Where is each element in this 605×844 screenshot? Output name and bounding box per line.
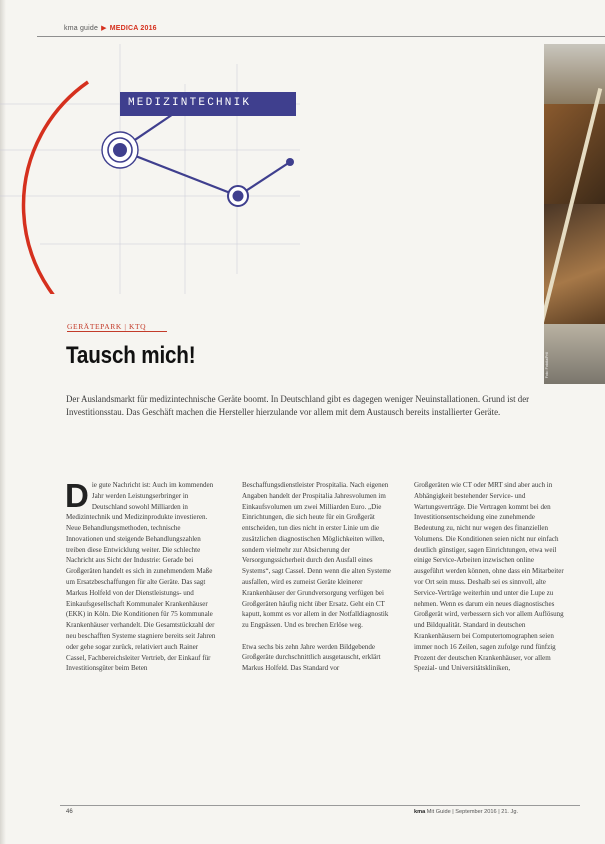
body-paragraph: ie gute Nachricht ist: Auch im kommenden Jahr werden Leistungserbringer in Deutschland sowohl Milliarden in Medizintechnik und Medizinprodukte investieren. Neue Behandlungsmethoden, technische Innovationen und steigende Behandlungszahlen treiben diese Entwicklung weiter. Die schlechte Nachricht aus Sicht der Industrie: Gerade bei Großgeräten handelt es sich in zunehmendem Maße um Ersatzbeschaffungen für alte Geräte. Das sagt Markus Holfeld von der Dienstleistungs- und Einkaufsgesellschaft Kommunaler Krankenhäuser (EKK) in Köln. Die Konditionen für 75 kommunale Krankenhäuser verhandelt. Die Gesamtstückzahl der neu beschafften Systeme stagniere bereits seit Jahren oder gehe sogar zurück, relativiert auch Rainer Cassel, Fachbereichsleiter Vertrieb, der Einkauf für Investitionsgüter beim Beten <box>66 481 216 673</box>
body-paragraph: Beschaffungsdienstleister Prospitalia. Nach eigenen Angaben handelt der Prospitalia Jahresvolumen im Einkaufsvolumen um zwei Milliarden Euro. „Die Einrichtungen, die sich heute für ein Großgerät entscheiden, tun dies nicht in erster Linie um die zusätzlichen diagnostischen Möglichkeiten willen, sondern vielmehr zur Absicherung der Versorgungssicherheit durch den Ausfall eines Systems“, sagt Cassel. Denn wenn die alten Systeme ausfallen, wird es zumeist Geräte kleinerer Krankenhäuser der Grundversorgung verfügen bei Großgeräten häufig nicht über Ersatz. Geht ein CT kaputt, kommt es vor allem in der Notfalldiagnostik zu Engpässen. Und es brechen Erlöse weg. <box>242 481 391 630</box>
article-kicker: GERÄTEPARK | KTQ <box>67 322 147 331</box>
body-column-2 <box>242 480 392 674</box>
section-label: MEDIZINTECHNIK <box>128 97 252 109</box>
section-network-graphic <box>0 44 300 294</box>
footer-rule <box>60 805 580 806</box>
running-header <box>64 24 157 32</box>
body-paragraph: Großgeräten wie CT oder MRT sind aber auch in Abhängigkeit bestehender Service- und Wartungsverträge. Die Vertragen kommt bei den Investitionsentscheidung eine zunehmende Bedeutung zu, nicht nur wegen des finanziellen Volumens. Die Konditionen seien nicht nur einfach deutlich günstiger, sagen Einrichtungen, etwa weil einige Service-Arbeiten inzwischen online ausgeführt werden können, ohne dass ein Mitarbeiter vor Ort sein muss. Deshalb sei es sinnvoll, alte Service-Verträge weiterhin und unter die Lupe zu nehmen. Wenn es darum ein neues diagnostisches Großgerät wird, verbessern sich vor allem Auflösung und Bildqualität. Standard in deutschen Krankenhäusern bei Computertomographen seien immer noch 16 Zeilen, sagen zufolge rund fünfzig Prozent der deutschen Krankenhäuser, vor allem Spezial- und Universitätskliniken, <box>414 481 564 673</box>
publication-name: kma <box>414 809 426 815</box>
issue-date: September 2016 <box>455 809 497 815</box>
guide-label: kma guide <box>64 25 99 32</box>
play-triangle-icon: ▶ <box>101 25 107 32</box>
header-rule <box>37 36 605 37</box>
body-paragraph: Etwa sechs bis zehn Jahre werden Bildgebende Großgeräte durchschnittlich ausgetauscht, erklärt Markus Holfeld. Das Standard vor <box>242 642 381 673</box>
article-photo <box>544 44 605 384</box>
article-title: Tausch mich! <box>66 342 196 369</box>
volume-label: 21. Jg. <box>501 809 518 815</box>
drop-cap: D <box>65 477 89 514</box>
kicker-rule <box>67 331 167 332</box>
edition-label: Mit Guide <box>426 809 451 815</box>
body-column-1 <box>65 477 216 674</box>
photo-credit: Foto: Fotolia/Prill <box>545 352 549 379</box>
page-number: 46 <box>66 809 73 815</box>
event-label: MEDICA 2016 <box>109 25 157 32</box>
article-lead: Der Auslandsmarkt für medizintechnische Geräte boomt. In Deutschland gibt es dagegen weniger Neuinstallationen. Grund ist der Investitionsstau. Das Geschäft machen die Hersteller hierzulande vor allem mit dem Austausch bereits installierter Geräte. <box>66 394 530 418</box>
node-large <box>102 132 138 168</box>
footer-publication: kma Mit Guide | September 2016 | 21. Jg. <box>414 809 518 815</box>
body-column-3 <box>414 480 564 674</box>
